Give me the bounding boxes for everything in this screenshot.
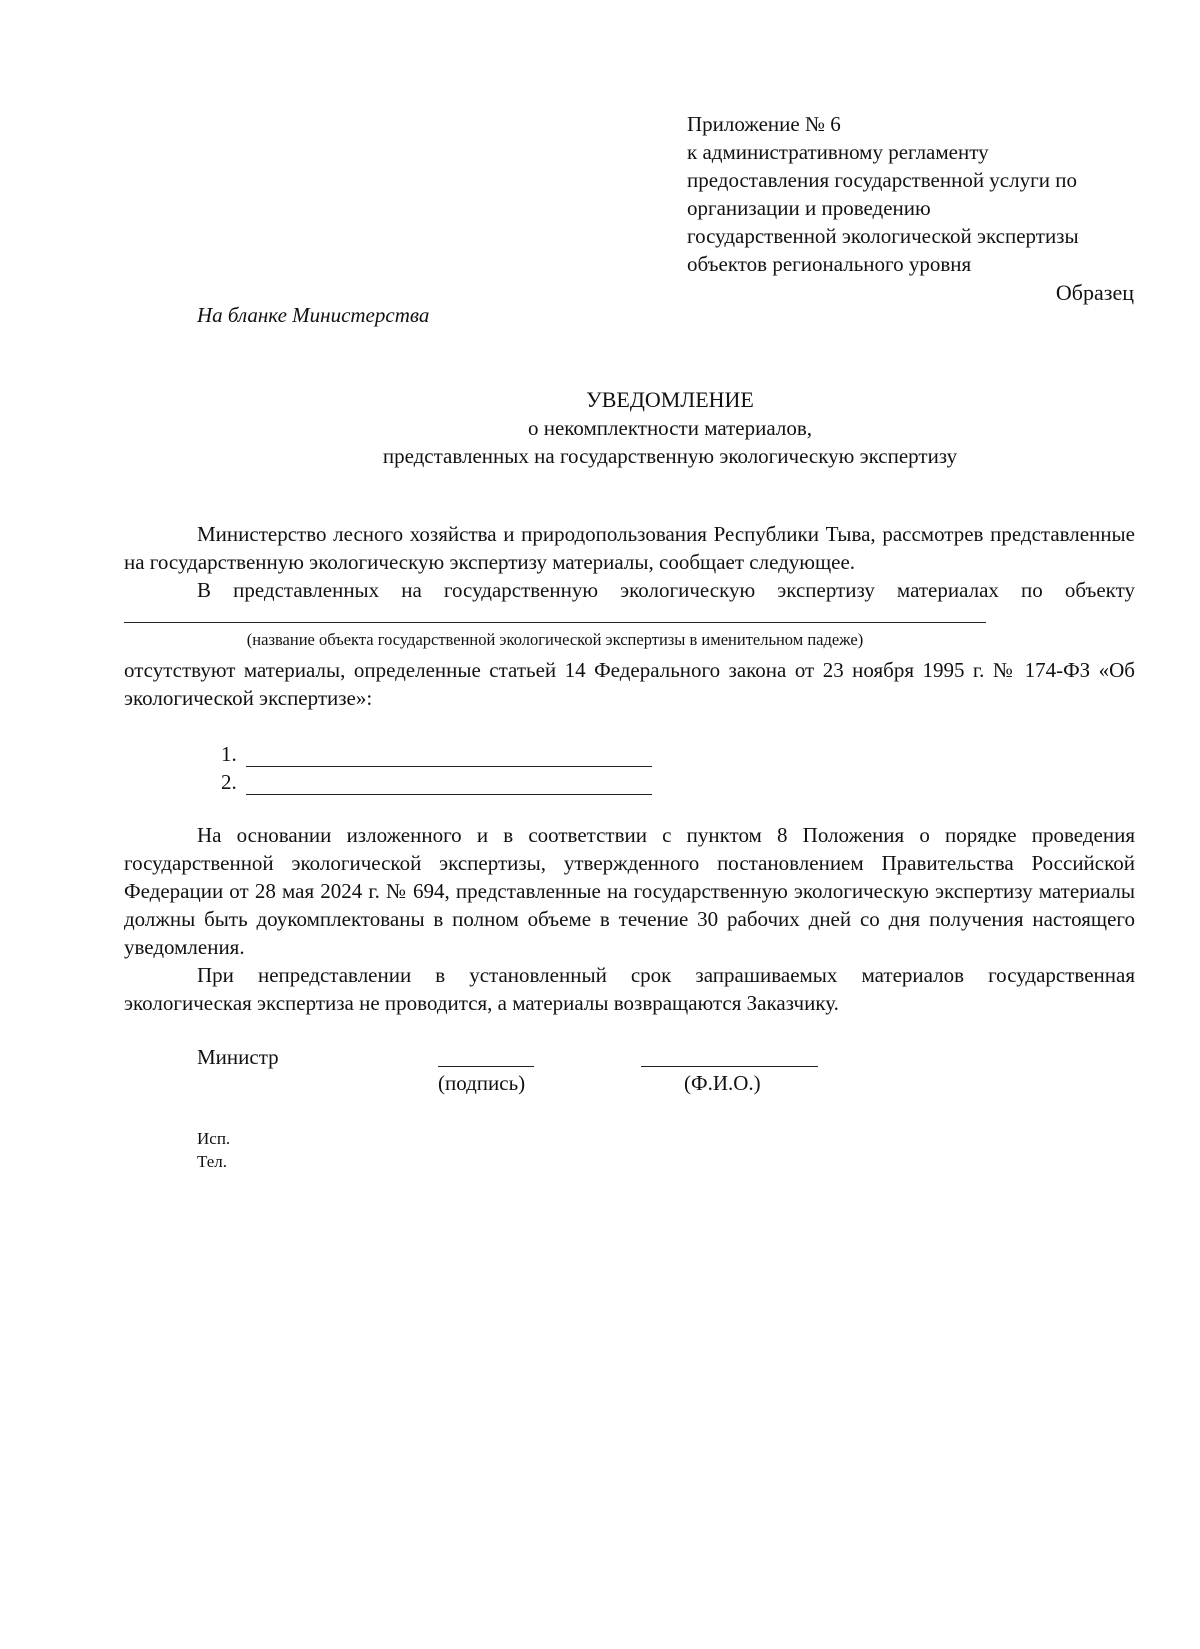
title-subline: представленных на государственную экологическую экспертизу — [382, 444, 958, 468]
appendix-line: к административному регламенту — [687, 140, 989, 164]
paragraph-return: При непредставлении в установленный срок запрашиваемых материалов государственная экологическая экспертиза не проводится, а материалы возвращаются Заказчику. — [124, 963, 1135, 1015]
appendix-line: объектов регионального уровня — [687, 252, 972, 276]
name-line — [641, 1066, 818, 1067]
appendix-line: предоставления государственной услуги по — [687, 168, 1077, 192]
list-item-number: 2. — [221, 770, 237, 794]
list-item-number: 1. — [221, 742, 237, 766]
signatory-position: Министр — [197, 1045, 279, 1069]
object-name-caption: (название объекта государственной экологической экспертизы в именительном падеже) — [246, 630, 864, 649]
paragraph-basis: На основании изложенного и в соответствии с пунктом 8 Положения о порядке проведения государственной экологической экспертизы, утвержденного постановлением Правительства Российской Федерации от 28 мая 2024 г. № 694, представленные на государственную экологическую экспертизу материалы должны быть доукомплектованы в полном объеме в течение 30 рабочих дней со дня получения настоящего уведомления. — [124, 823, 1135, 959]
appendix-header — [687, 110, 1157, 278]
title-heading: УВЕДОМЛЕНИЕ — [586, 387, 754, 412]
signature-caption: (подпись) — [438, 1071, 526, 1095]
paragraph-object: В представленных на государственную экологическую экспертизу материалах по объекту — [197, 578, 1135, 602]
signature-line — [438, 1066, 534, 1067]
sample-label: Образец — [1055, 280, 1134, 305]
paragraph-intro: Министерство лесного хозяйства и природопользования Республики Тыва, рассмотрев представленные на государственную экологическую экспертизу материалы, сообщает следующее. — [124, 522, 1135, 574]
appendix-line: государственной экологической экспертизы — [687, 224, 1079, 248]
executor-label: Исп. — [197, 1129, 231, 1148]
name-caption: (Ф.И.О.) — [684, 1071, 761, 1095]
object-name-line — [124, 622, 986, 623]
title-subline: о некомплектности материалов, — [527, 416, 813, 440]
appendix-line: организации и проведению — [687, 196, 931, 220]
list-item-line — [246, 794, 652, 795]
letterhead-note: На бланке Министерства — [197, 303, 430, 327]
phone-label: Тел. — [197, 1152, 228, 1171]
appendix-line: Приложение № 6 — [687, 112, 841, 136]
list-item-line — [246, 766, 652, 767]
document-title — [120, 386, 1200, 470]
paragraph-missing-materials: отсутствуют материалы, определенные статьей 14 Федерального закона от 23 ноября 1995 г. № 174-ФЗ «Об экологической экспертизе»: — [124, 658, 1135, 710]
